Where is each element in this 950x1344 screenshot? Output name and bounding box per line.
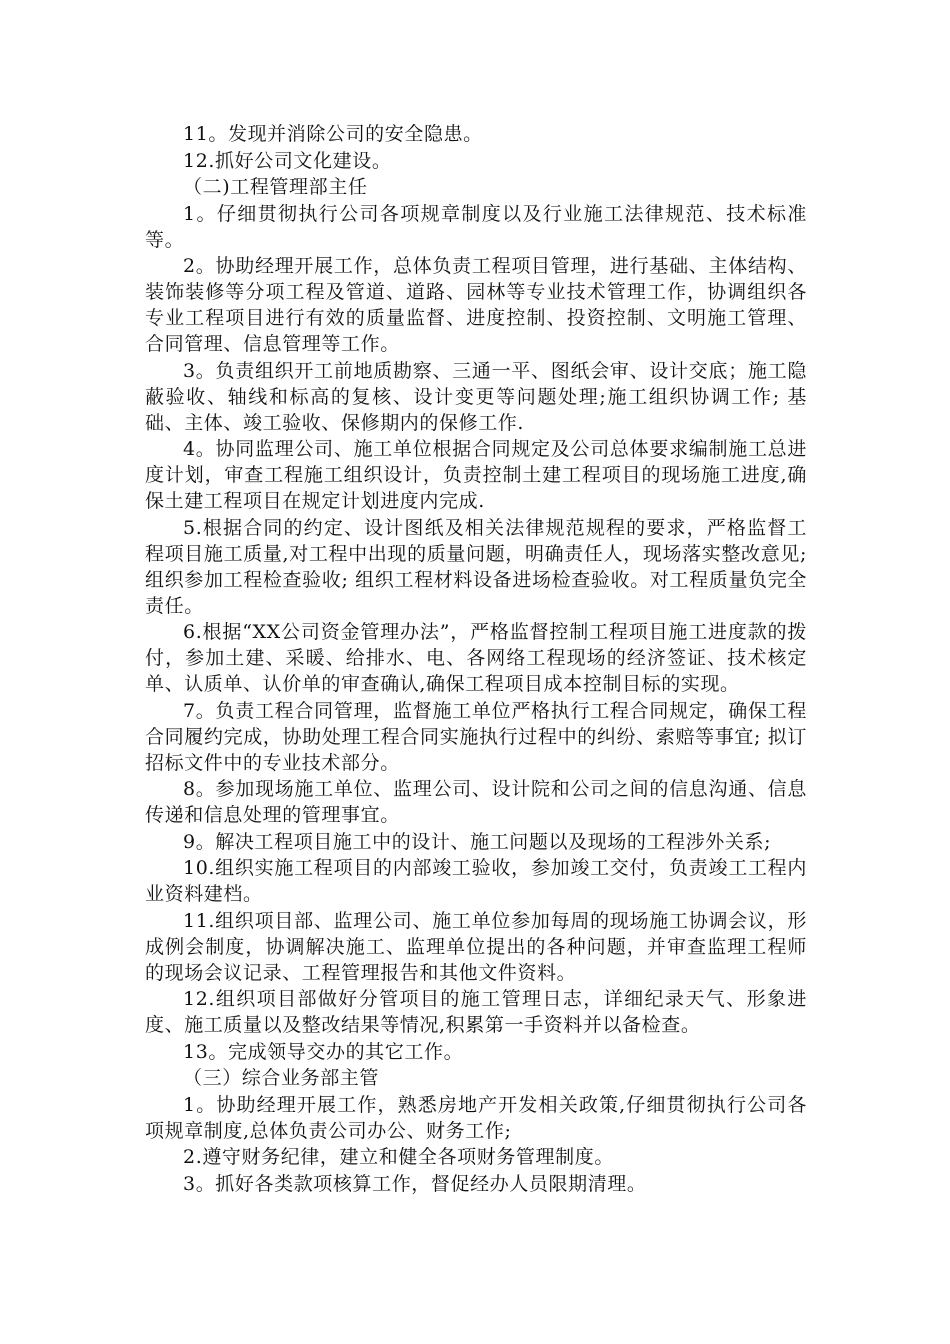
paragraph-16: 13。完成领导交办的其它工作。 [183, 1040, 464, 1063]
section-heading-engineering: （二)工程管理部主任 [183, 176, 368, 198]
paragraph-19: 2.遵守财务纪律，建立和健全各项财务管理制度。 [183, 1146, 614, 1168]
paragraph-2: 12.抓好公司文化建设。 [183, 149, 392, 172]
paragraph-9: 6.根据“XX公司资金管理办法”，严格监督控制工程项目施工进度款的拨付，参加土建、采暖、给排水、电、各网络工程现场的经济签证、技术核定单、认质单、认价单的审查确认,确保工程项目成本控制目标的实现。 [145, 621, 807, 695]
paragraph-20: 3。抓好各类款项核算工作，督促经办人员限期清理。 [183, 1172, 647, 1195]
document-body [145, 121, 807, 1197]
paragraph-18: 1。协助经理开展工作，熟悉房地产开发相关政策,仔细贯彻执行公司各项规章制度,总体负责公司办公、财务工作; [145, 1093, 807, 1142]
paragraph-6: 3。负责组织开工前地质勘察、三通一平、图纸会审、设计交底；施工隐蔽验收、轴线和标高的复核、设计变更等问题处理;施工组织协调工作; 基础、主体、竣工验收、保修期内的保修工作. [145, 359, 807, 434]
paragraph-8: 5.根据合同的约定、设计图纸及相关法律规范规程的要求，严格监督工程项目施工质量,对工程中出现的质量问题，明确责任人，现场落实整改意见;组织参加工程检查验收; 组织工程材料设备进场检查验收。对工程质量负完全责任。 [145, 516, 807, 617]
paragraph-15: 12.组织项目部做好分管项目的施工管理日志，详细纪录天气、形象进度、施工质量以及整改结果等情况,积累第一手资料并以备检查。 [145, 988, 807, 1036]
paragraph-11: 8。参加现场施工单位、监理公司、设计院和公司之间的信息沟通、信息传递和信息处理的管理事宜。 [145, 778, 807, 826]
paragraph-12: 9。解决工程项目施工中的设计、施工问题以及现场的工程涉外关系; [183, 830, 772, 853]
section-heading-general-affairs: （三）综合业务部主管 [183, 1067, 380, 1089]
paragraph-1: 11。发现并消除公司的安全隐患。 [183, 123, 483, 145]
paragraph-10: 7。负责工程合同管理，监督施工单位严格执行工程合同规定，确保工程合同履约完成，协助处理工程合同实施执行过程中的纠纷、索赔等事宜; 拟订招标文件中的专业技术部分。 [145, 699, 807, 774]
paragraph-14: 11.组织项目部、监理公司、施工单位参加每周的现场施工协调会议，形成例会制度，协调解决施工、监理单位提出的各种问题，并审查监理工程师的现场会议记录、工程管理报告和其他文件资料。 [145, 909, 807, 984]
paragraph-7: 4。协同监理公司、施工单位根据合同规定及公司总体要求编制施工总进度计划，审查工程施工组织设计，负责控制土建工程项目的现场施工进度,确保土建工程项目在规定计划进度内完成. [145, 438, 807, 512]
paragraph-13: 10.组织实施工程项目的内部竣工验收，参加竣工交付，负责竣工工程内业资料建档。 [145, 857, 807, 905]
paragraph-4: 1。仔细贯彻执行公司各项规章制度以及行业施工法律规范、技术标准等。 [145, 202, 807, 251]
paragraph-5: 2。协助经理开展工作，总体负责工程项目管理，进行基础、主体结构、装饰装修等分项工程及管道、道路、园林等专业技术管理工作，协调组织各专业工程项目进行有效的质量监督、进度控制、投资控制、文明施工管理、合同管理、信息管理等工作。 [145, 255, 807, 355]
